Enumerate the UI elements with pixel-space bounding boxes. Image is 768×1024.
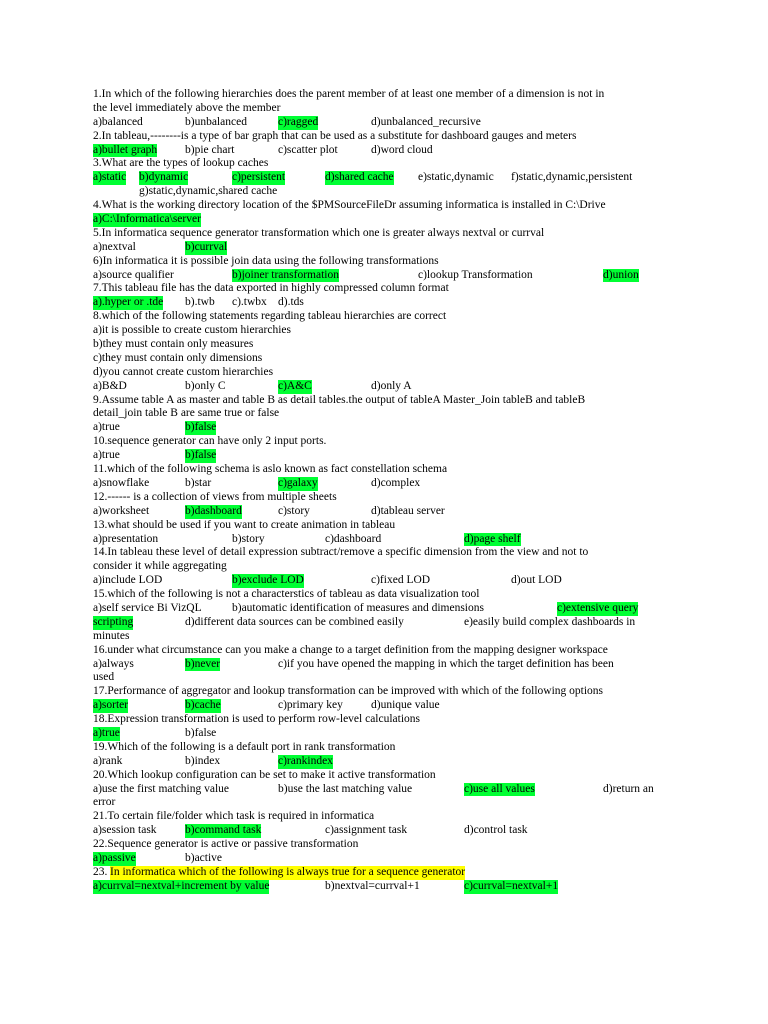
- text-segment: 5.In informatica sequence generator transformation which one is greater always nextval or currval: [93, 226, 545, 239]
- text-line: [93, 296, 673, 310]
- text-segment: c)fixed LOD: [371, 574, 431, 587]
- text-segment: a)rank: [93, 754, 123, 767]
- text-line: [93, 866, 673, 880]
- highlighted-answer: a)C:\Informatica\server: [93, 213, 201, 226]
- text-line: [93, 394, 673, 408]
- text-segment: a)session task: [93, 824, 157, 837]
- text-segment: a)true: [93, 421, 120, 434]
- text-segment: 20.Which lookup configuration can be set to make it active transformation: [93, 768, 436, 781]
- highlighted-answer: b)joiner transformation: [232, 268, 339, 281]
- text-line: [93, 171, 673, 185]
- text-segment: b)unbalanced: [185, 115, 247, 128]
- highlighted-answer: a).hyper or .tde: [93, 296, 164, 309]
- text-line: [93, 282, 673, 296]
- text-line: [93, 658, 673, 672]
- text-line: [93, 352, 673, 366]
- text-segment: d)control task: [464, 824, 528, 837]
- text-line: [93, 685, 673, 699]
- text-segment: 15.which of the following is not a characterstics of tableau as data visualization tool: [93, 588, 480, 601]
- text-segment: e)easily build complex dashboards in: [464, 615, 636, 628]
- text-line: [93, 699, 673, 713]
- text-segment: b)pie chart: [185, 143, 235, 156]
- text-segment: d).tds: [278, 296, 304, 309]
- text-segment: 1.In which of the following hierarchies does the parent member of at least one member of a dimension is not in: [93, 88, 605, 100]
- text-segment: 17.Performance of aggregator and lookup transformation can be improved with which of the following options: [93, 685, 604, 698]
- text-line: [93, 546, 673, 560]
- text-segment: a)use the first matching value: [93, 782, 230, 795]
- text-line: [93, 783, 673, 797]
- text-line: [93, 185, 673, 199]
- text-segment: c)lookup Transformation: [418, 268, 533, 281]
- highlighted-answer: c)A&C: [278, 379, 312, 392]
- text-line: [93, 435, 673, 449]
- text-segment: the level immediately above the member: [93, 101, 281, 114]
- text-segment: 4.What is the working directory location of the $PMSourceFileDr assuming informatica is installed in C:\Drive: [93, 199, 606, 212]
- text-segment: error: [93, 796, 116, 809]
- text-segment: 12.------ is a collection of views from multiple sheets: [93, 490, 337, 503]
- text-segment: b)automatic identification of measures and dimensions: [232, 601, 484, 614]
- text-line: [93, 644, 673, 658]
- text-line: [93, 157, 673, 171]
- text-segment: b)use the last matching value: [278, 782, 413, 795]
- text-segment: b)active: [185, 851, 223, 864]
- text-segment: 18.Expression transformation is used to perform row-level calculations: [93, 713, 421, 726]
- text-line: [93, 310, 673, 324]
- text-segment: a)include LOD: [93, 574, 163, 587]
- text-line: [93, 241, 673, 255]
- text-line: [93, 796, 673, 810]
- text-segment: d)out LOD: [511, 574, 562, 587]
- text-segment: d)different data sources can be combined easily: [185, 615, 404, 628]
- highlighted-answer: c)currval=nextval+1: [464, 879, 559, 892]
- text-segment: c)assignment task: [325, 824, 408, 837]
- highlighted-answer: c)rankindex: [278, 754, 333, 767]
- text-line: [93, 255, 673, 269]
- text-segment: b)story: [232, 532, 265, 545]
- text-segment: b)index: [185, 754, 221, 767]
- text-line: [93, 880, 673, 894]
- text-segment: a)nextval: [93, 240, 136, 253]
- text-line: [93, 769, 673, 783]
- text-line: [93, 588, 673, 602]
- text-segment: c)they must contain only dimensions: [93, 351, 263, 364]
- text-segment: b)nextval=currval+1: [325, 879, 420, 892]
- text-segment: 2.In tableau,--------is a type of bar graph that can be used as a substitute for dashboard gauges and meters: [93, 129, 577, 142]
- text-segment: 16.under what circumstance can you make a change to a target definition from the mapping designer workspace: [93, 643, 608, 656]
- text-line: [93, 102, 673, 116]
- highlighted-answer: b)dashboard: [185, 504, 242, 517]
- text-line: [93, 227, 673, 241]
- highlighted-answer: a)passive: [93, 851, 136, 864]
- text-segment: 22.Sequence generator is active or passive transformation: [93, 838, 359, 851]
- highlighted-answer: b)never: [185, 657, 221, 670]
- highlighted-answer: b)command task: [185, 824, 262, 837]
- text-segment: a)snowflake: [93, 476, 150, 489]
- highlighted-answer: a)currval=nextval+increment by value: [93, 879, 270, 892]
- text-line: [93, 88, 673, 102]
- text-line: [93, 366, 673, 380]
- text-segment: c)story: [278, 504, 310, 517]
- text-segment: d)complex: [371, 476, 421, 489]
- text-segment: consider it while aggregating: [93, 560, 227, 573]
- text-segment: d)unbalanced_recursive: [371, 115, 481, 128]
- text-line: [93, 755, 673, 769]
- text-line: [93, 741, 673, 755]
- highlighted-answer: d)shared cache: [325, 171, 394, 184]
- highlighted-answer: b)dynamic: [139, 171, 189, 184]
- highlighted-answer: b)false: [185, 449, 217, 462]
- text-segment: c)scatter plot: [278, 143, 338, 156]
- text-line: [93, 505, 673, 519]
- text-segment: 3.What are the types of lookup caches: [93, 157, 269, 170]
- text-line: [93, 533, 673, 547]
- text-segment: g)static,dynamic,shared cache: [139, 185, 278, 198]
- text-segment: a)it is possible to create custom hierarchies: [93, 324, 291, 337]
- highlighted-answer: d)union: [603, 268, 639, 281]
- text-segment: e)static,dynamic: [418, 171, 494, 184]
- highlighted-answer: c)ragged: [278, 115, 319, 128]
- text-segment: b).twb: [185, 296, 215, 309]
- text-segment: b)false: [185, 726, 217, 739]
- text-line: [93, 324, 673, 338]
- text-segment: a)worksheet: [93, 504, 150, 517]
- text-line: [93, 199, 673, 213]
- text-line: [93, 602, 673, 616]
- text-segment: a)true: [93, 449, 120, 462]
- text-line: [93, 838, 673, 852]
- text-segment: d)you cannot create custom hierarchies: [93, 365, 274, 378]
- text-line: [93, 463, 673, 477]
- text-segment: b)star: [185, 476, 212, 489]
- text-segment: 13.what should be used if you want to create animation in tableau: [93, 518, 396, 531]
- text-segment: used: [93, 671, 115, 684]
- text-segment: c)dashboard: [325, 532, 382, 545]
- text-segment: a)balanced: [93, 115, 143, 128]
- text-segment: a)self service Bi VizQL: [93, 601, 202, 614]
- text-segment: 21.To certain file/folder which task is required in informatica: [93, 810, 375, 823]
- text-line: [93, 477, 673, 491]
- text-segment: 11.which of the following schema is aslo known as fact constellation schema: [93, 463, 448, 476]
- text-segment: a)presentation: [93, 532, 159, 545]
- text-segment: b)they must contain only measures: [93, 338, 254, 351]
- text-line: [93, 380, 673, 394]
- highlighted-question: In informatica which of the following is always true for a sequence generator: [110, 865, 466, 878]
- highlighted-answer: scripting: [93, 615, 134, 628]
- text-segment: detail_join table B are same true or false: [93, 407, 280, 420]
- text-segment: d)word cloud: [371, 143, 433, 156]
- text-segment: d)only A: [371, 379, 412, 392]
- text-segment: b)only C: [185, 379, 226, 392]
- text-line: [93, 519, 673, 533]
- highlighted-answer: c)extensive query: [557, 601, 639, 614]
- text-segment: minutes: [93, 629, 130, 642]
- text-line: [93, 116, 673, 130]
- text-segment: 8.which of the following statements regarding tableau hierarchies are correct: [93, 310, 447, 323]
- highlighted-answer: b)cache: [185, 699, 221, 712]
- text-segment: c).twbx: [232, 296, 267, 309]
- highlighted-answer: c)galaxy: [278, 476, 318, 489]
- highlighted-answer: c)persistent: [232, 171, 286, 184]
- text-segment: f)static,dynamic,persistent: [511, 171, 633, 184]
- text-segment: 6)In informatica it is possible join data using the following transformations: [93, 254, 439, 267]
- text-segment: a)source qualifier: [93, 268, 174, 281]
- text-segment: 7.This tableau file has the data exported in highly compressed column format: [93, 282, 449, 295]
- text-segment: 14.In tableau these level of detail expression subtract/remove a specific dimension from the view and not to: [93, 546, 589, 559]
- highlighted-answer: c)use all values: [464, 782, 535, 795]
- highlighted-answer: a)bullet graph: [93, 143, 158, 156]
- text-segment: c)primary key: [278, 699, 343, 712]
- highlighted-answer: b)false: [185, 421, 217, 434]
- text-segment: 9.Assume table A as master and table B as detail tables.the output of tableA Master_Join tableB and tableB: [93, 393, 586, 406]
- highlighted-answer: a)sorter: [93, 699, 129, 712]
- text-line: [93, 213, 673, 227]
- text-segment: d)return an: [603, 782, 654, 795]
- text-line: [93, 852, 673, 866]
- text-line: [93, 713, 673, 727]
- text-segment: d)unique value: [371, 699, 440, 712]
- question-list: [93, 88, 673, 894]
- text-line: [93, 574, 673, 588]
- highlighted-answer: b)exclude LOD: [232, 574, 304, 587]
- text-line: [93, 269, 673, 283]
- text-line: [93, 130, 673, 144]
- text-line: [93, 338, 673, 352]
- text-segment: d)tableau server: [371, 504, 445, 517]
- text-line: [93, 407, 673, 421]
- text-line: [93, 671, 673, 685]
- text-line: [93, 421, 673, 435]
- highlighted-answer: a)true: [93, 726, 120, 739]
- text-segment: 19.Which of the following is a default port in rank transformation: [93, 740, 396, 753]
- text-segment: a)always: [93, 657, 134, 670]
- text-line: [93, 144, 673, 158]
- text-segment: 23.: [93, 865, 108, 878]
- text-line: [93, 824, 673, 838]
- text-line: [93, 616, 673, 630]
- text-line: [93, 449, 673, 463]
- text-line: [93, 491, 673, 505]
- text-segment: c)if you have opened the mapping in which the target definition has been: [278, 657, 614, 670]
- highlighted-answer: a)static: [93, 171, 127, 184]
- text-line: [93, 727, 673, 741]
- text-line: [93, 630, 673, 644]
- text-line: [93, 810, 673, 824]
- text-segment: a)B&D: [93, 379, 127, 392]
- text-segment: 10.sequence generator can have only 2 input ports.: [93, 435, 327, 448]
- text-line: [93, 560, 673, 574]
- highlighted-answer: d)page shelf: [464, 532, 521, 545]
- highlighted-answer: b)currval: [185, 240, 228, 253]
